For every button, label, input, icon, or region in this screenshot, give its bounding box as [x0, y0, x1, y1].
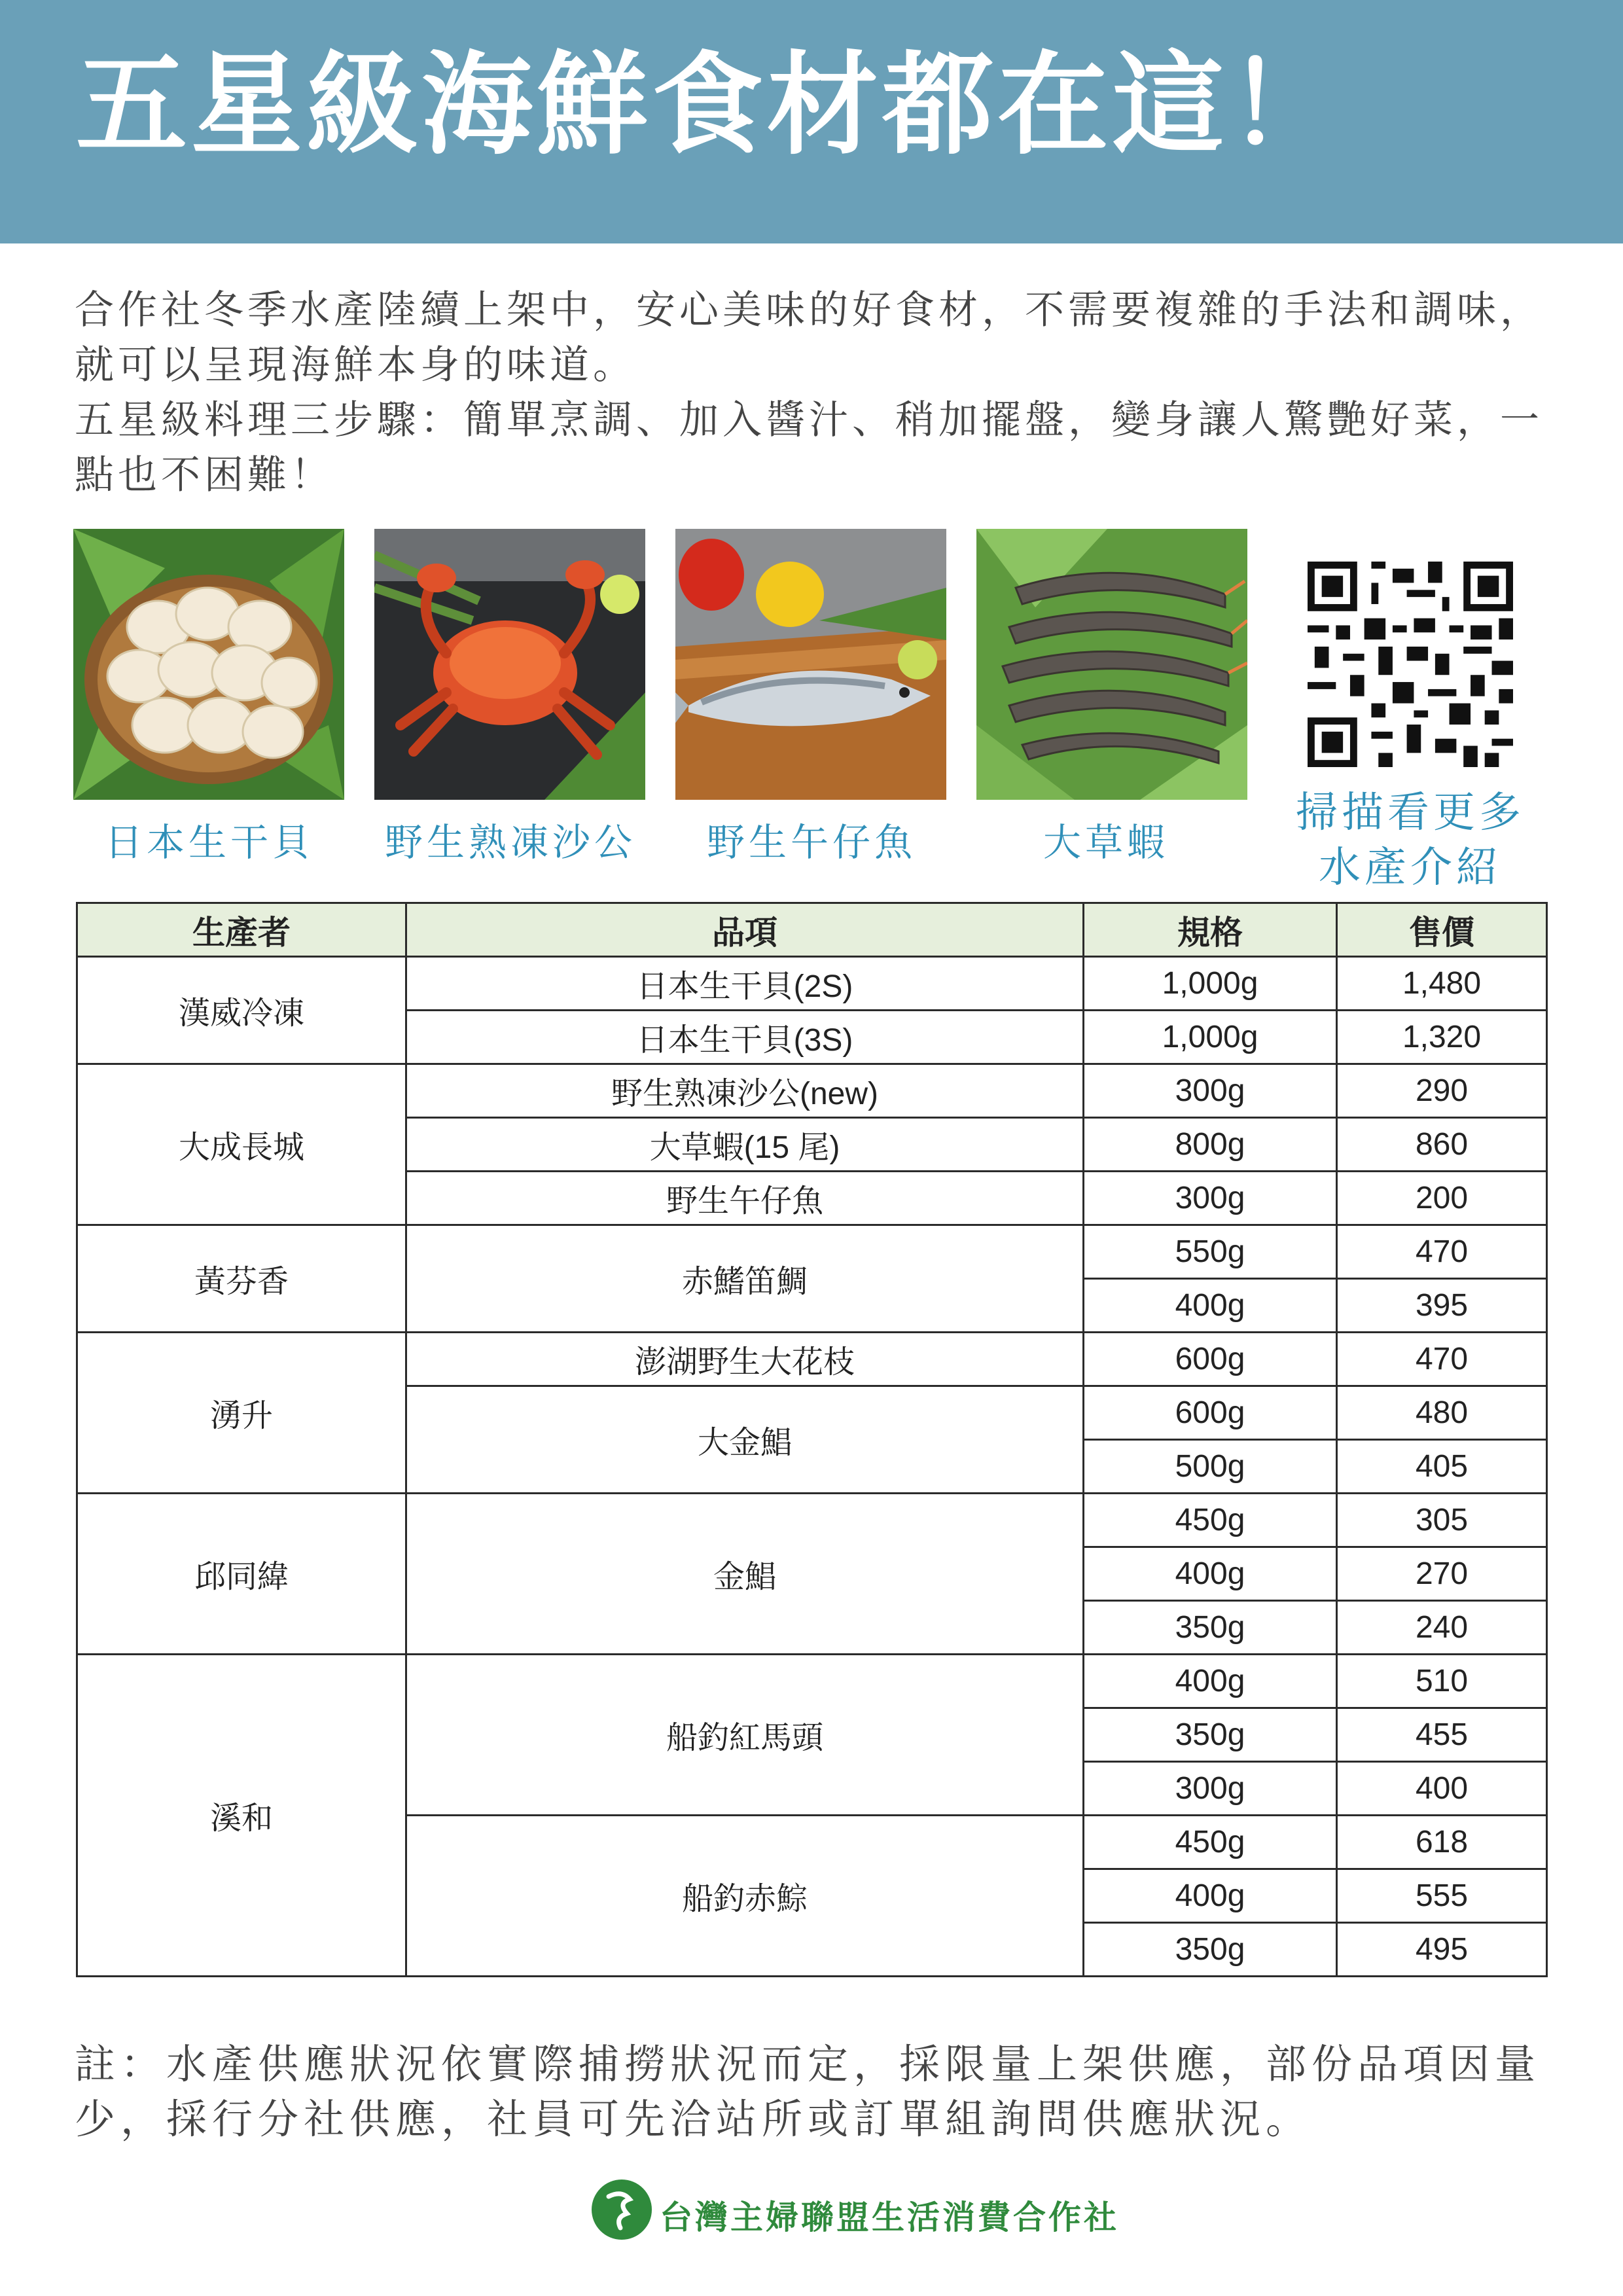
table-header-row — [77, 903, 1547, 957]
spec-cell: 400g — [1084, 1547, 1337, 1601]
item-cell: 日本生干貝(3S) — [406, 1011, 1084, 1064]
header-item: 品項 — [406, 903, 1084, 957]
header-banner — [0, 0, 1623, 243]
spec-cell: 1,000g — [1084, 957, 1337, 1011]
intro-text — [75, 283, 1554, 503]
threadfin-fish-photo — [675, 529, 946, 800]
spec-cell: 350g — [1084, 1708, 1337, 1762]
spec-cell: 800g — [1084, 1118, 1337, 1172]
spec-cell: 500g — [1084, 1440, 1337, 1494]
producer-cell: 湧升 — [77, 1333, 406, 1494]
price-cell: 305 — [1337, 1494, 1547, 1547]
header-producer: 生產者 — [77, 903, 406, 957]
item-cell: 日本生干貝(2S) — [406, 957, 1084, 1011]
item-cell: 金鯧 — [406, 1494, 1084, 1655]
price-cell: 470 — [1337, 1333, 1547, 1386]
producer-cell: 溪和 — [77, 1655, 406, 1977]
intro-paragraph-2: 五星級料理三步驟：簡單烹調、加入醬汁、稍加擺盤，變身讓人驚艷好菜，一點也不困難！ — [75, 397, 1543, 498]
qr-code-icon[interactable] — [1308, 562, 1513, 767]
spec-cell: 300g — [1084, 1064, 1337, 1118]
item-cell: 大金鯧 — [406, 1386, 1084, 1494]
spec-cell: 600g — [1084, 1386, 1337, 1440]
spec-cell: 450g — [1084, 1494, 1337, 1547]
price-cell: 455 — [1337, 1708, 1547, 1762]
header-price: 售價 — [1337, 903, 1547, 957]
table-row — [77, 1225, 1547, 1279]
crab-photo — [374, 529, 645, 800]
spec-cell: 1,000g — [1084, 1011, 1337, 1064]
price-cell: 860 — [1337, 1118, 1547, 1172]
price-cell: 405 — [1337, 1440, 1547, 1494]
table-row — [77, 1064, 1547, 1118]
spec-cell: 450g — [1084, 1816, 1337, 1869]
price-cell: 240 — [1337, 1601, 1547, 1655]
spec-cell: 400g — [1084, 1655, 1337, 1708]
header-spec: 規格 — [1084, 903, 1337, 957]
item-cell: 船釣赤鯮 — [406, 1816, 1084, 1977]
spec-cell: 550g — [1084, 1225, 1337, 1279]
table-row — [77, 957, 1547, 1011]
spec-cell: 400g — [1084, 1279, 1337, 1333]
coop-name: 台灣主婦聯盟生活消費合作社 — [660, 2198, 1119, 2236]
item-cell: 野生熟凍沙公(new) — [406, 1064, 1084, 1118]
price-cell: 555 — [1337, 1869, 1547, 1923]
producer-cell: 漢威冷凍 — [77, 957, 406, 1064]
scallop-photo — [73, 529, 344, 800]
item-cell: 大草蝦(15 尾) — [406, 1118, 1084, 1172]
caption-scallop: 日本生干貝 — [104, 820, 314, 865]
price-cell: 470 — [1337, 1225, 1547, 1279]
item-cell: 澎湖野生大花枝 — [406, 1333, 1084, 1386]
spec-cell: 400g — [1084, 1869, 1337, 1923]
tiger-prawn-photo — [976, 529, 1247, 800]
price-table — [76, 902, 1548, 1977]
intro-paragraph-1: 合作社冬季水產陸續上架中，安心美味的好食材，不需要複雜的手法和調味，就可以呈現海鮮本身的味道。 — [75, 287, 1543, 388]
table-row — [77, 1655, 1547, 1708]
qr-caption-line1: 掃描看更多 — [1296, 789, 1525, 837]
supply-note: 註：水產供應狀況依實際捕撈狀況而定，採限量上架供應，部份品項因量少，採行分社供應，社員可先洽站所或訂單組詢問供應狀況。 — [75, 2040, 1541, 2143]
table-row — [77, 1494, 1547, 1547]
price-cell: 290 — [1337, 1064, 1547, 1118]
price-cell: 1,320 — [1337, 1011, 1547, 1064]
caption-threadfin: 野生午仔魚 — [706, 820, 916, 865]
page-title: 五星級海鮮食材都在這！ — [76, 41, 1344, 170]
producer-cell: 黃芬香 — [77, 1225, 406, 1333]
spec-cell: 350g — [1084, 1923, 1337, 1977]
spec-cell: 600g — [1084, 1333, 1337, 1386]
qr-caption — [1270, 785, 1551, 895]
table-row — [77, 1333, 1547, 1386]
price-cell: 1,480 — [1337, 957, 1547, 1011]
price-cell: 395 — [1337, 1279, 1547, 1333]
price-cell: 480 — [1337, 1386, 1547, 1440]
price-cell: 618 — [1337, 1816, 1547, 1869]
caption-prawn: 大草蝦 — [1043, 820, 1169, 865]
coop-logo-icon — [589, 2177, 654, 2242]
price-cell: 400 — [1337, 1762, 1547, 1816]
producer-cell: 邱同緯 — [77, 1494, 406, 1655]
price-cell: 495 — [1337, 1923, 1547, 1977]
spec-cell: 300g — [1084, 1172, 1337, 1225]
producer-cell: 大成長城 — [77, 1064, 406, 1225]
spec-cell: 350g — [1084, 1601, 1337, 1655]
price-cell: 270 — [1337, 1547, 1547, 1601]
spec-cell: 300g — [1084, 1762, 1337, 1816]
item-cell: 赤鰭笛鯛 — [406, 1225, 1084, 1333]
price-cell: 510 — [1337, 1655, 1547, 1708]
item-cell: 野生午仔魚 — [406, 1172, 1084, 1225]
price-cell: 200 — [1337, 1172, 1547, 1225]
caption-crab: 野生熟凍沙公 — [384, 820, 636, 865]
qr-caption-line2: 水產介紹 — [1319, 844, 1502, 892]
item-cell: 船釣紅馬頭 — [406, 1655, 1084, 1816]
